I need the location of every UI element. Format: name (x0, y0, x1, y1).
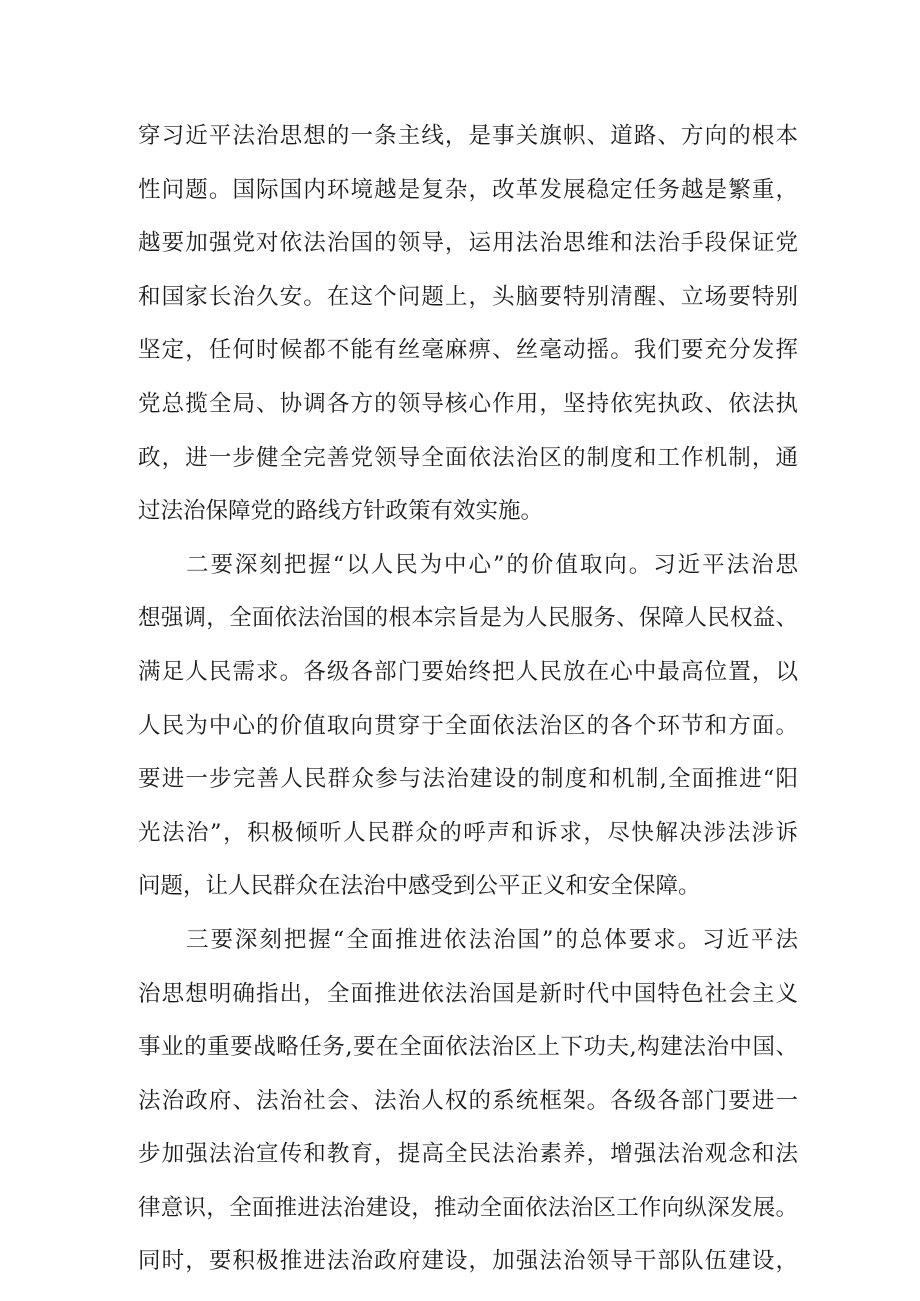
text-line: 想强调，全面依法治国的根本宗旨是为人民服务、保障人民权益、 (138, 605, 798, 632)
text-line: 同时，要积极推进法治政府建设，加强法治领导干部队伍建设， (138, 1248, 798, 1275)
text-line: 党总揽全局、协调各方的领导核心作用，坚持依宪执政、依法执 (138, 390, 798, 417)
text-line: 人民为中心的价值取向贯穿于全面依法治区的各个环节和方面。 (138, 712, 798, 739)
text-line: 越要加强党对依法治国的领导，运用法治思维和法治手段保证党 (138, 230, 798, 257)
text-line: 满足人民需求。各级各部门要始终把人民放在心中最高位置，以 (138, 658, 798, 685)
text-line: 光法治”，积极倾听人民群众的呼声和诉求，尽快解决涉法涉诉 (138, 819, 798, 846)
text-line: 法治政府、法治社会、法治人权的系统框架。各级各部门要进一 (138, 1087, 798, 1114)
text-line: 步加强法治宣传和教育，提高全民法治素养，增强法治观念和法 (138, 1141, 798, 1168)
text-line: 性问题。国际国内环境越是复杂，改革发展稳定任务越是繁重， (138, 176, 798, 203)
text-line: 穿习近平法治思想的一条主线，是事关旗帜、道路、方向的根本 (138, 123, 798, 149)
paragraph-first-line: 二要深刻把握“以人民为中心”的价值取向。习近平法治思 (186, 551, 798, 578)
text-line: 坚定，任何时候都不能有丝毫麻痹、丝毫动摇。我们要充分发挥 (138, 337, 798, 364)
text-line: 过法治保障党的路线方针政策有效实施。 (138, 498, 544, 525)
text-line: 和国家长治久安。在这个问题上，头脑要特别清醒、立场要特别 (138, 283, 798, 310)
text-line: 治思想明确指出，全面推进依法治国是新时代中国特色社会主义 (138, 980, 798, 1007)
text-line: 问题，让人民群众在法治中感受到公平正义和安全保障。 (138, 873, 701, 900)
text-line: 政，进一步健全完善党领导全面依法治区的制度和工作机制，通 (138, 444, 798, 471)
text-line: 律意识，全面推进法治建设，推动全面依法治区工作向纵深发展。 (138, 1194, 798, 1221)
paragraph-first-line: 三要深刻把握“全面推进依法治国”的总体要求。习近平法 (186, 926, 798, 953)
text-line: 要进一步完善人民群众参与法治建设的制度和机制,全面推进“阳 (138, 766, 798, 793)
body-text (138, 110, 798, 1289)
text-line: 事业的重要战略任务,要在全面依法治区上下功夫,构建法治中国、 (138, 1034, 798, 1061)
